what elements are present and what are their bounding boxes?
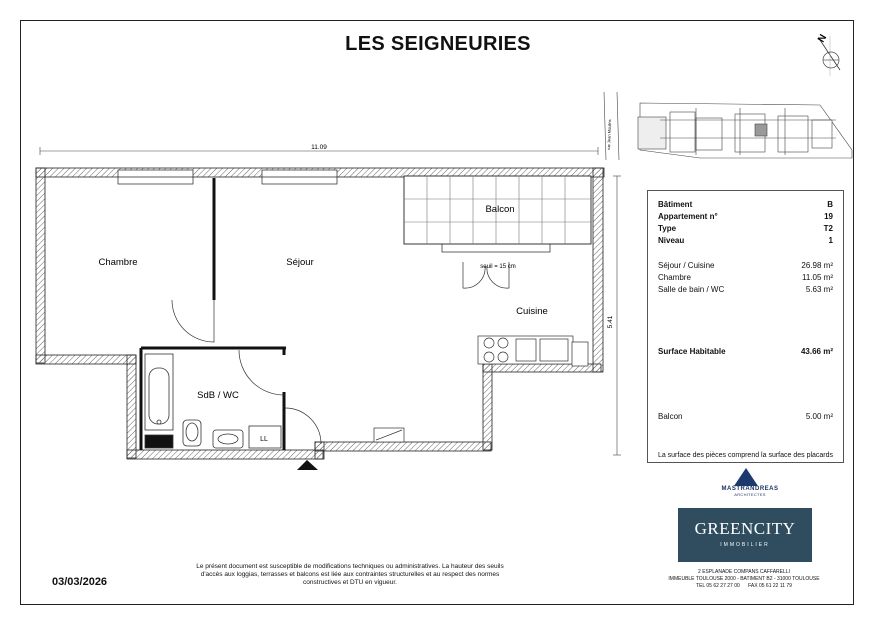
promoter-address — [662, 569, 826, 590]
phone-number: TEL 05 62 27 27 00 — [696, 583, 740, 589]
info-panel — [647, 190, 844, 463]
address-line-2: IMMEUBLE TOULOUSE 2000 - BATIMENT B2 - 31000 TOULOUSE — [668, 576, 820, 582]
compass-north-label: N — [816, 32, 830, 45]
page-title: LES SEIGNEURIES — [345, 33, 531, 55]
document-date: 03/03/2026 — [52, 576, 108, 588]
promoter-subtitle: IMMOBILIER — [720, 542, 770, 548]
room-label-sejour: Séjour — [286, 257, 314, 268]
room-label-ll: LL — [260, 436, 268, 443]
info-row-surface: Surface Habitable 43.66 m² — [658, 347, 833, 356]
info-row-balcon: Balcon 5.00 m² — [658, 412, 833, 421]
width-dimension-label: 11.09 — [311, 144, 327, 151]
address-line-1: 2 ESPLANADE COMPANS CAFFARELLI — [698, 569, 790, 575]
door-swings — [172, 262, 509, 444]
threshold-note: seuil = 15 cm — [480, 264, 516, 270]
info-row-chambre: Chambre 11.05 m² — [658, 273, 833, 282]
info-row-appartement: Appartement n° 19 — [658, 212, 833, 221]
room-label-cuisine: Cuisine — [516, 306, 548, 317]
room-label-chambre: Chambre — [98, 257, 138, 268]
info-row-niveau: Niveau 1 — [658, 236, 833, 245]
phone-fax-line — [662, 583, 826, 590]
info-row-type: Type T2 — [658, 224, 833, 233]
room-label-balcon: Balcon — [485, 204, 515, 215]
info-row-batiment: Bâtiment B — [658, 200, 833, 209]
kitchen-fixtures — [374, 336, 588, 442]
promoter-logo — [678, 508, 812, 562]
fax-number: FAX 05 61 22 11 79 — [748, 583, 792, 589]
room-label-sdb: SdB / WC — [197, 390, 239, 401]
disclaimer-text: Le présent document est susceptible de modifications techniques ou administratives. La hauteur des seuils d'accès aux loggias, terrasses et balcons est liée aux contraintes structurelles et au respect des normes constructives et DTU en vigueur. — [196, 563, 504, 586]
entrance-arrow-icon — [297, 460, 318, 470]
site-plan-street-label: rue Jean Moulins — [606, 119, 613, 151]
height-dimension-label: 5.41 — [607, 315, 614, 329]
architect-logo — [705, 466, 795, 497]
bathroom-fixtures — [145, 354, 281, 448]
site-plan-map — [604, 92, 852, 160]
info-footnote: La surface des pièces comprend la surface des placards — [657, 452, 834, 459]
architect-name: MASTRANDREAS — [721, 486, 779, 492]
height-dimension — [613, 176, 621, 455]
architect-subtitle: ARCHITECTES — [734, 492, 766, 497]
info-row-sdb: Salle de bain / WC 5.63 m² — [658, 285, 833, 294]
promoter-name: GREENCITY — [694, 519, 796, 538]
info-row-sejour: Séjour / Cuisine 26.98 m² — [658, 261, 833, 270]
